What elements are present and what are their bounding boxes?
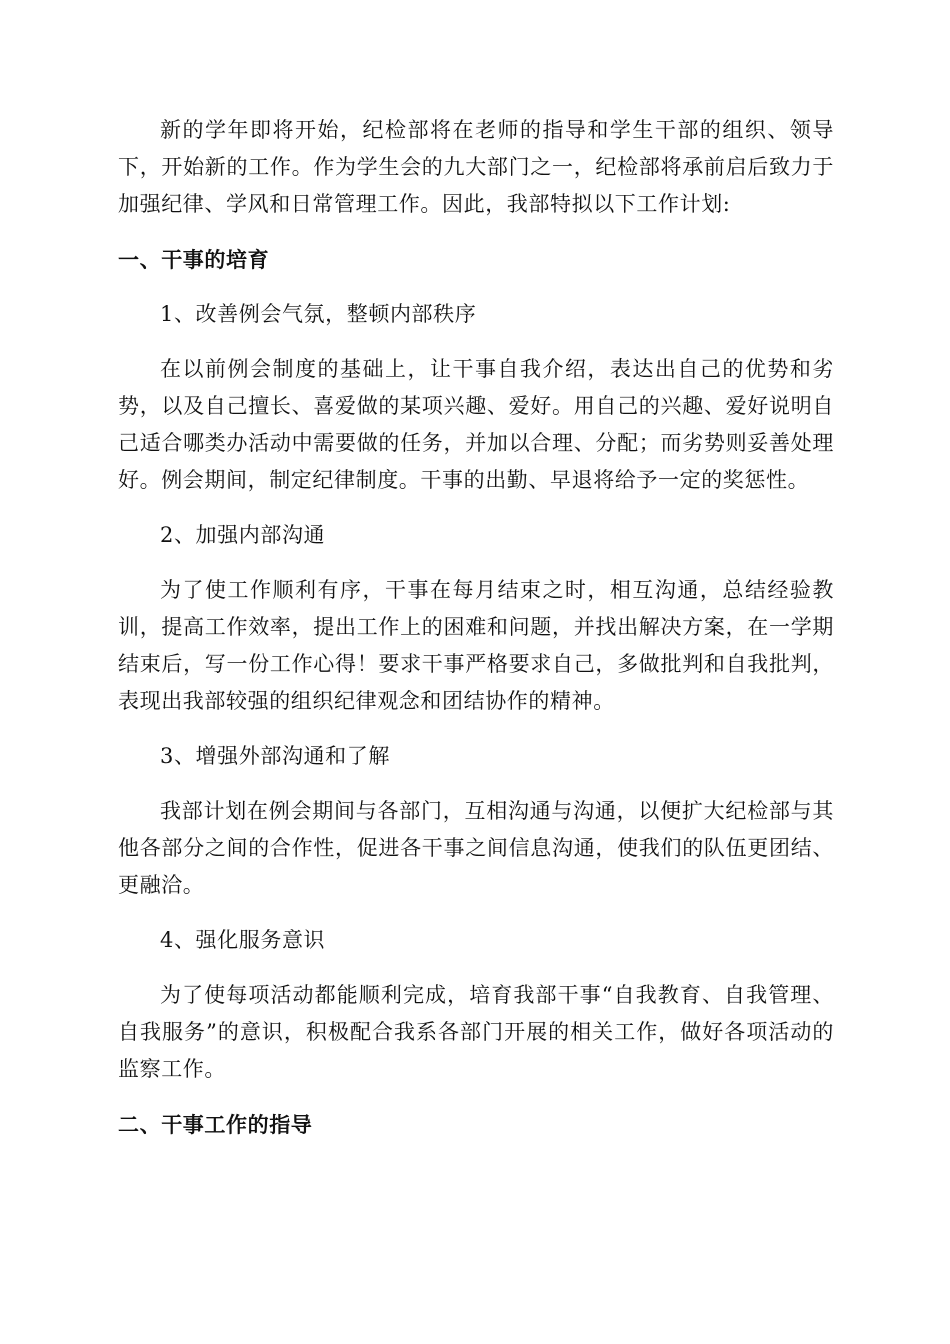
item-2-body: 为了使工作顺利有序，干事在每月结束之时，相互沟通，总结经验教训，提高工作效率，提出工作上的困难和问题，并找出解决方案，在一学期结束后，写一份工作心得！要求干事严格要求自己，多做批判和自我批判，表现出我部较强的组织纪律观念和团结协作的精神。 bbox=[118, 578, 834, 713]
item-1-heading: 1、改善例会气氛，整顿内部秩序 bbox=[160, 302, 477, 326]
item-3-body: 我部计划在例会期间与各部门，互相沟通与沟通，以便扩大纪检部与其他各部分之间的合作性，促进各干事之间信息沟通，使我们的队伍更团结、更融洽。 bbox=[118, 799, 834, 897]
item-2-heading: 2、加强内部沟通 bbox=[160, 523, 326, 547]
item-4-body: 为了使每项活动都能顺利完成，培育我部干事“自我教育、自我管理、自我服务”的意识，积极配合我系各部门开展的相关工作，做好各项活动的监察工作。 bbox=[118, 983, 834, 1081]
intro-paragraph: 新的学年即将开始，纪检部将在老师的指导和学生干部的组织、领导下，开始新的工作。作为学生会的九大部门之一，纪检部将承前启后致力于加强纪律、学风和日常管理工作。因此，我部特拟以下工作计划: bbox=[118, 118, 834, 216]
section-1-title: 一、干事的培育 bbox=[118, 247, 270, 272]
item-4-heading: 4、强化服务意识 bbox=[160, 928, 326, 952]
document-page bbox=[118, 112, 834, 1143]
item-3-heading: 3、增强外部沟通和了解 bbox=[160, 744, 390, 768]
item-1-body: 在以前例会制度的基础上，让干事自我介绍，表达出自己的优势和劣势，以及自己擅长、喜爱做的某项兴趣、爱好。用自己的兴趣、爱好说明自己适合哪类办活动中需要做的任务，并加以合理、分配；而劣势则妥善处理好。例会期间，制定纪律制度。干事的出勤、早退将给予一定的奖惩性。 bbox=[118, 357, 834, 492]
section-2-title: 二、干事工作的指导 bbox=[118, 1112, 313, 1137]
